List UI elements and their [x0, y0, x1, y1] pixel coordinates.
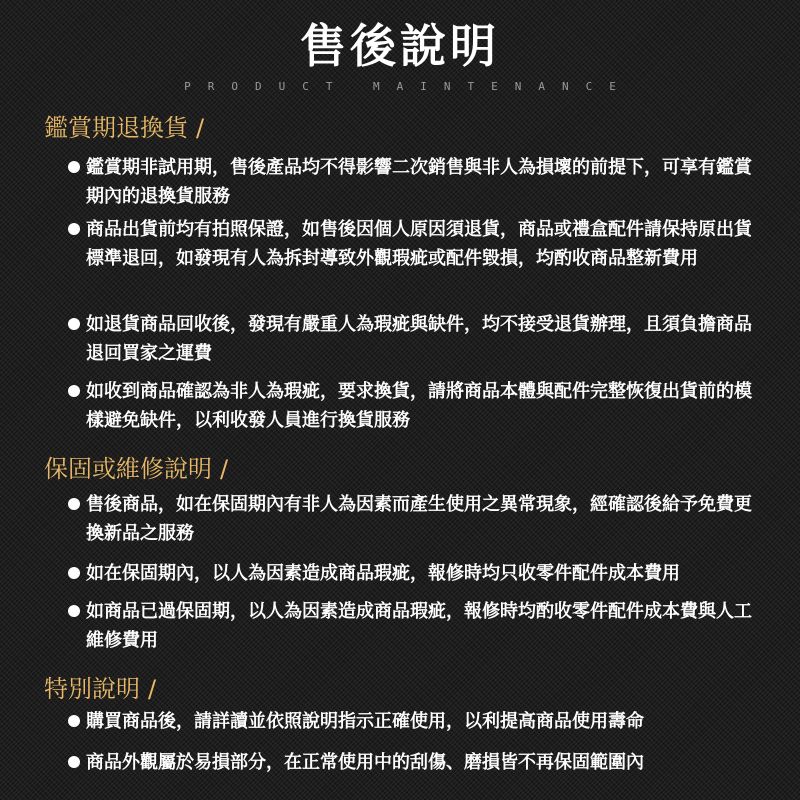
list-item-text: 如商品已過保固期，以人為因素造成商品瑕疵，報修時均酌收零件配件成本費與人工維修費用	[86, 601, 752, 651]
list-item	[68, 597, 768, 655]
list-item-text: 商品外觀屬於易損部分，在正常使用中的刮傷、磨損皆不再保固範圍內	[86, 752, 644, 773]
section-title-text: 鑑賞期退換貨	[44, 114, 188, 142]
list-item	[68, 153, 768, 211]
list-item	[68, 748, 768, 777]
bullet-icon	[68, 715, 80, 727]
page-subtitle: PRODUCT MAINTENANCE	[184, 80, 633, 93]
list-item	[68, 559, 768, 588]
bullet-icon	[68, 223, 80, 235]
list-item	[68, 310, 768, 368]
bullet-icon	[68, 385, 80, 397]
bullet-icon	[68, 605, 80, 617]
bullet-icon	[68, 567, 80, 579]
list-item-text: 售後商品，如在保固期內有非人為因素而產生使用之異常現象，經確認後給予免費更換新品之服務	[86, 494, 752, 544]
bullet-icon	[68, 161, 80, 173]
bullet-icon	[68, 498, 80, 510]
list-item-text: 如收到商品確認為非人為瑕疵，要求換貨，請將商品本體與配件完整恢復出貨前的模樣避免缺件，以利收發人員進行換貨服務	[86, 381, 752, 431]
list-item	[68, 215, 768, 273]
list-item-text: 如在保固期內，以人為因素造成商品瑕疵，報修時均只收零件配件成本費用	[86, 563, 680, 584]
section-title-text: 特別說明	[44, 675, 140, 703]
section-title-text: 保固或維修說明	[44, 455, 212, 483]
slash-divider: /	[196, 114, 205, 142]
list-item-text: 商品出貨前均有拍照保證，如售後因個人原因須退貨，商品或禮盒配件請保持原出貨標準退回，如發現有人為拆封導致外觀瑕疵或配件毀損，均酌收商品整新費用	[86, 219, 752, 269]
section-title	[44, 454, 228, 484]
slash-divider: /	[148, 675, 157, 703]
section-title	[44, 113, 204, 143]
list-item-text: 購買商品後，請詳讀並依照說明指示正確使用，以利提高商品使用壽命	[86, 711, 644, 732]
bullet-icon	[68, 318, 80, 330]
page-title: 售後說明	[300, 19, 500, 73]
section-title	[44, 674, 156, 704]
list-item-text: 鑑賞期非試用期，售後產品均不得影響二次銷售與非人為損壞的前提下，可享有鑑賞期內的退換貨服務	[86, 157, 752, 207]
list-item-text: 如退貨商品回收後，發現有嚴重人為瑕疵與缺件，均不接受退貨辦理，且須負擔商品退回買家之運費	[86, 314, 752, 364]
list-item	[68, 377, 768, 435]
slash-divider: /	[220, 455, 229, 483]
bullet-icon	[68, 756, 80, 768]
list-item	[68, 490, 768, 548]
page-header	[0, 18, 800, 93]
list-item	[68, 707, 768, 736]
